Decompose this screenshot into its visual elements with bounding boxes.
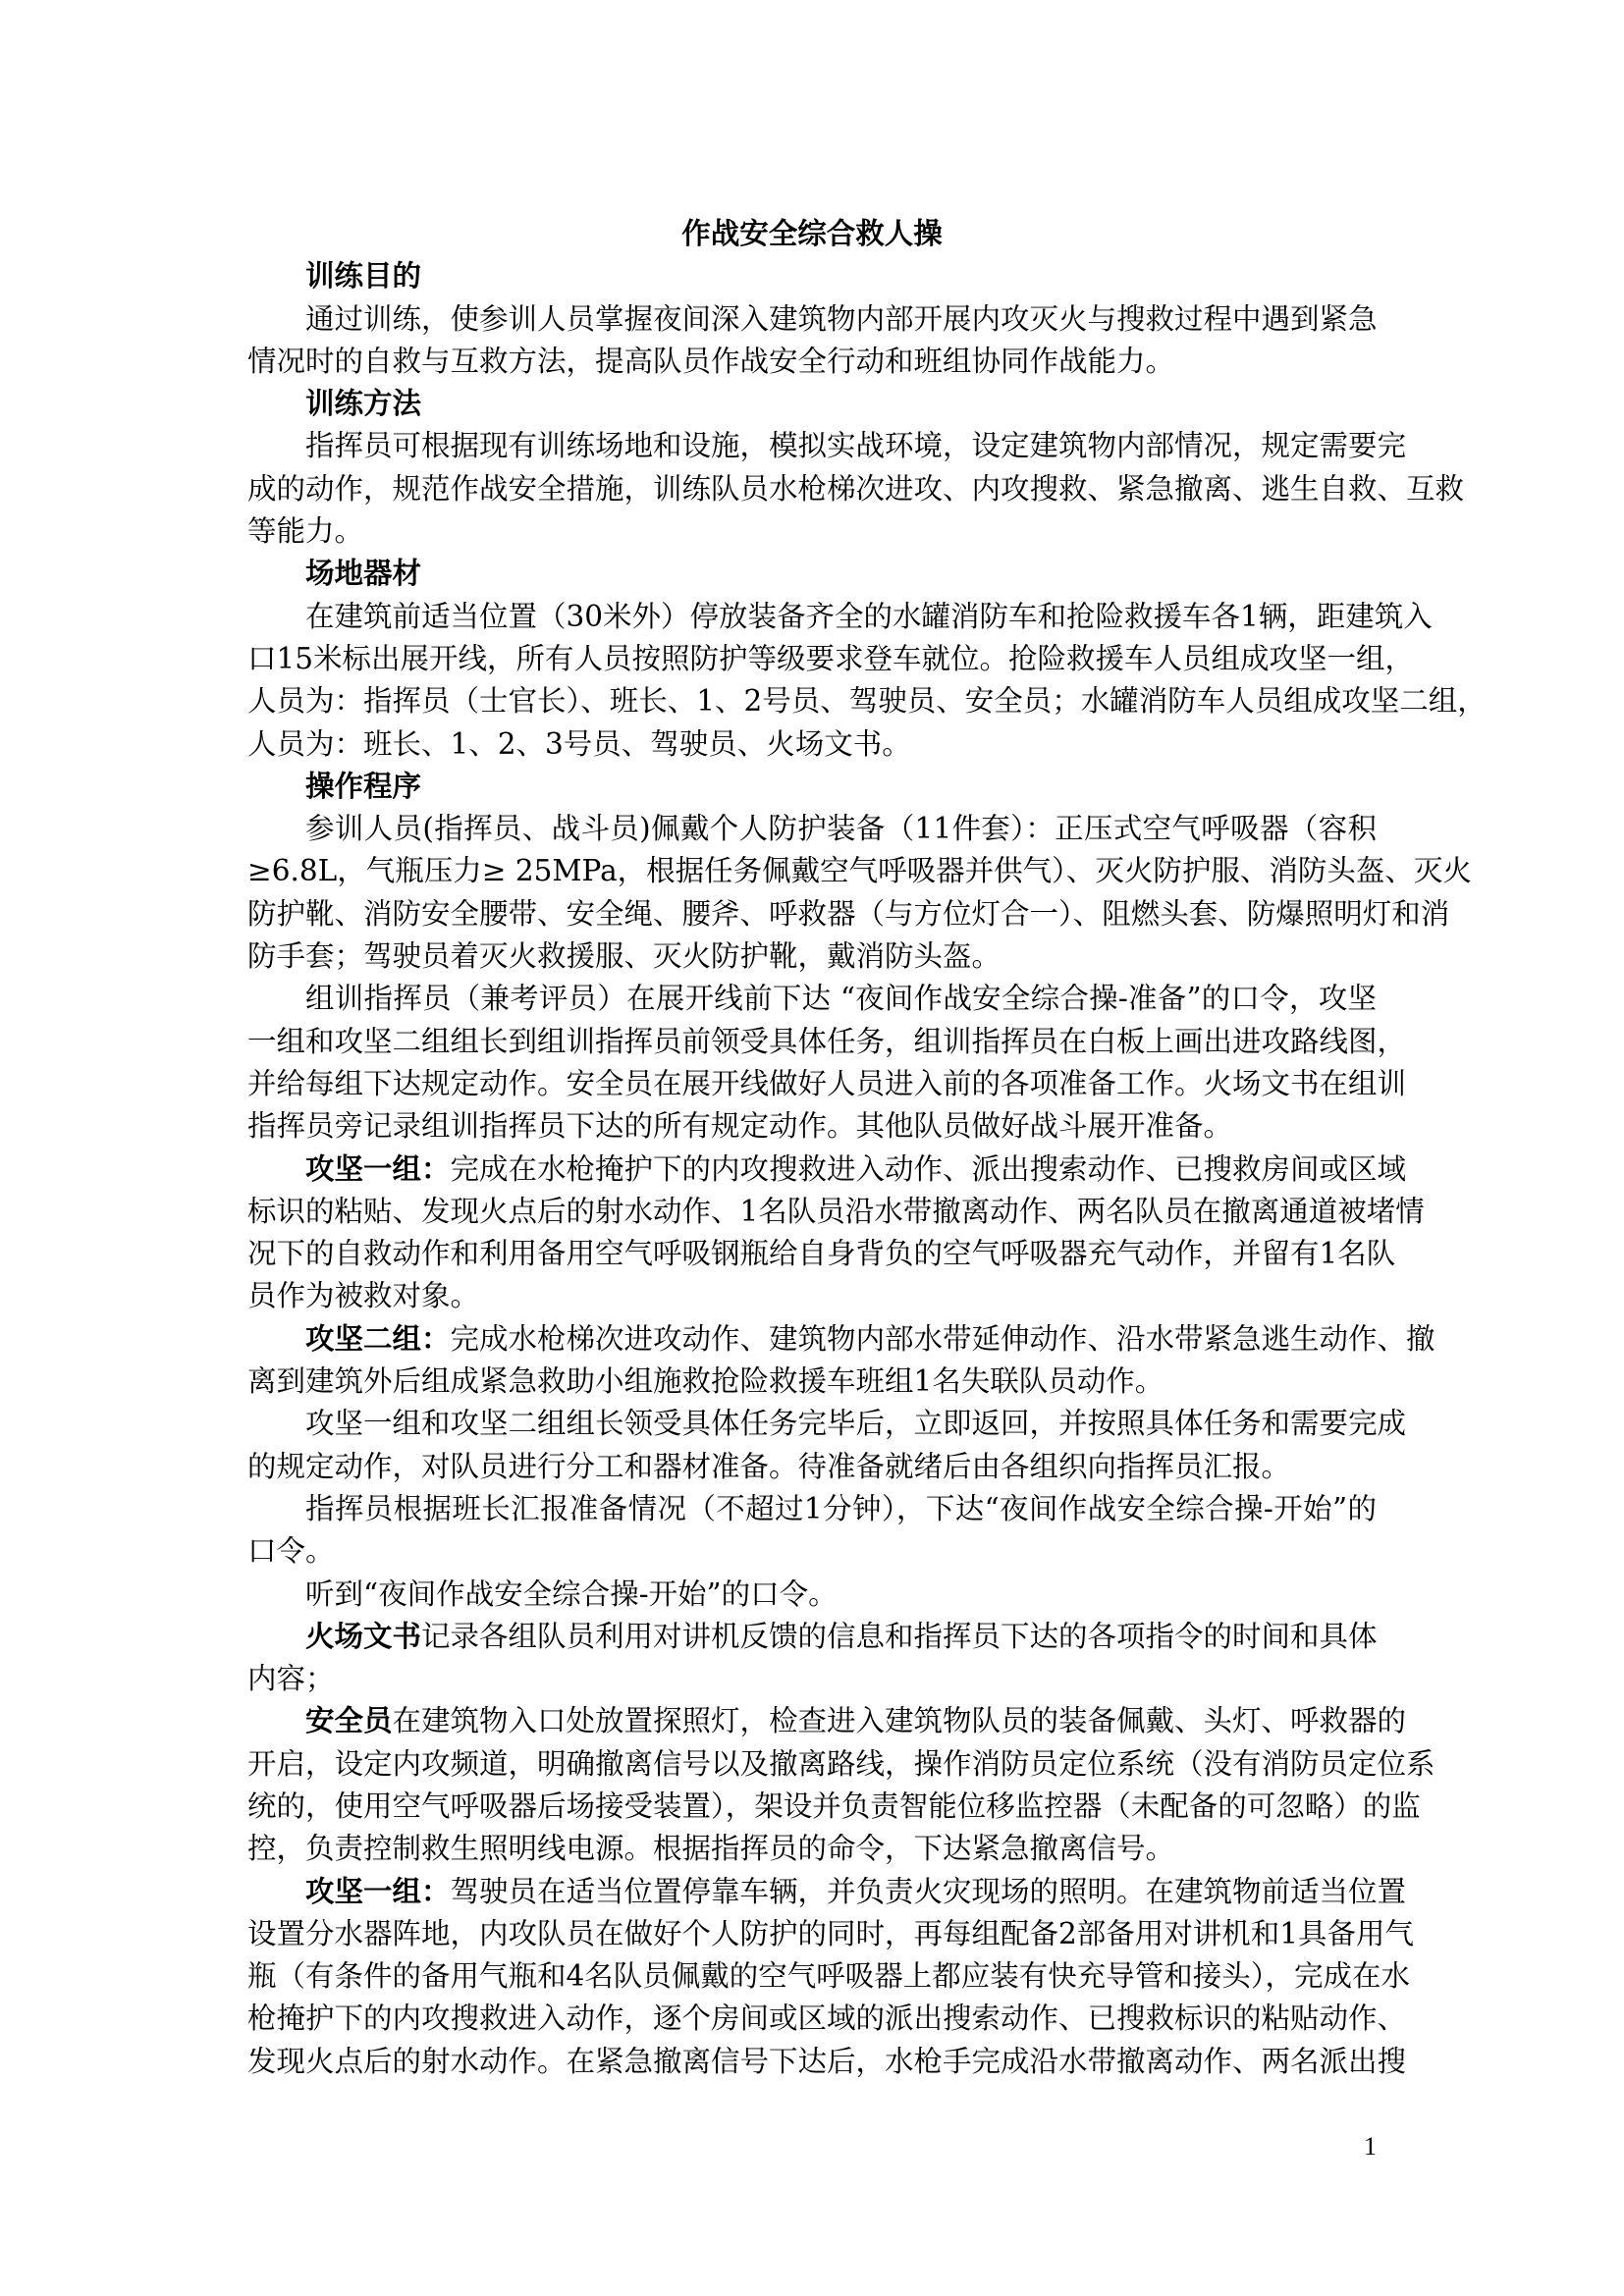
paragraph-line xyxy=(247,1488,1377,1530)
paragraph-line xyxy=(247,723,1377,766)
paragraph-line xyxy=(247,935,1377,978)
paragraph xyxy=(247,596,1487,766)
bold-lead-label: 安全员 xyxy=(305,1704,393,1738)
line-text: 统的，使用空气呼吸器后场接受装置），架设并负责智能位移监控器（未配备的可忽略）的监 xyxy=(247,1789,1421,1823)
line-text: 指挥员可根据现有训练场地和设施，模拟实战环境，设定建筑物内部情况，规定需要完 xyxy=(305,429,1407,463)
paragraph xyxy=(247,1148,1425,1318)
line-text: 开启，设定内攻频道，明确撤离信号以及撤离路线，操作消防员定位系统（没有消防员定位系 xyxy=(247,1746,1435,1781)
line-text: 完成在水枪掩护下的内攻搜救进入动作、派出搜索动作、已搜救房间或区域 xyxy=(450,1151,1407,1186)
paragraph-line xyxy=(247,850,1472,892)
line-text: 人员为：班长、1、2、3号员、驾驶员、火场文书。 xyxy=(247,726,911,761)
line-text: 记录各组队员利用对讲机反馈的信息和指挥员下达的各项指令的时间和具体 xyxy=(421,1619,1378,1653)
paragraph-line xyxy=(247,1786,1421,1828)
line-text: 一组和攻坚二组组长到组训指挥员前领受具体任务，组训指挥员在白板上画出进攻路线图， xyxy=(247,1024,1407,1058)
line-text: 情况时的自救与互救方法，提高队员作战安全行动和班组协同作战能力。 xyxy=(247,344,1175,378)
paragraph xyxy=(247,1616,1377,1701)
paragraph-line xyxy=(247,1361,1377,1403)
paragraph-line xyxy=(247,1955,1411,1998)
document-title: 作战安全综合救人操 xyxy=(681,217,943,250)
page-number: 1 xyxy=(1364,2132,1377,2161)
paragraph xyxy=(247,1403,1407,1488)
paragraph-line xyxy=(247,510,1377,553)
section-heading: 训练方法 xyxy=(305,387,422,421)
paragraph-line xyxy=(247,1403,1407,1445)
paragraph-line xyxy=(247,1616,1377,1658)
line-text: 完成水枪梯次进攻动作、建筑物内部水带延伸动作、沿水带紧急逃生动作、撤 xyxy=(450,1321,1435,1356)
paragraph-line xyxy=(247,425,1407,467)
paragraph-line xyxy=(247,1191,1425,1233)
line-text: 的规定动作，对队员进行分工和器材准备。待准备就绪后由各组织向指挥员汇报。 xyxy=(247,1449,1291,1483)
line-text: 指挥员根据班长汇报准备情况（不超过1分钟），下达“夜间作战安全综合操-开始”的 xyxy=(305,1491,1377,1525)
paragraph-line xyxy=(247,1913,1415,1955)
paragraph-line xyxy=(247,1233,1396,1275)
paragraph xyxy=(247,978,1407,1148)
document-page xyxy=(247,213,1487,2083)
paragraph-line xyxy=(247,341,1377,383)
line-text: 参训人员(指挥员、战斗员)佩戴个人防护装备（11件套）：正压式空气呼吸器（容积 xyxy=(305,812,1377,846)
paragraph-line xyxy=(247,638,1415,680)
line-text: 等能力。 xyxy=(247,514,364,549)
paragraph-line xyxy=(247,1318,1435,1361)
paragraph-line xyxy=(247,1275,1377,1317)
paragraph-line xyxy=(247,298,1377,341)
paragraph xyxy=(247,1318,1435,1404)
section-heading: 场地器材 xyxy=(305,557,422,591)
line-text: 枪掩护下的内攻搜救进入动作，逐个房间或区域的派出搜索动作、已搜救标识的粘贴动作、 xyxy=(247,2002,1407,2036)
line-text: 通过训练，使参训人员掌握夜间深入建筑物内部开展内攻灭火与搜救过程中遇到紧急 xyxy=(305,301,1378,336)
paragraph-line xyxy=(247,1063,1407,1105)
paragraph-line xyxy=(247,1148,1407,1191)
line-text: 驾驶员在适当位置停靠车辆，并负责火灾现场的照明。在建筑物前适当位置 xyxy=(450,1874,1407,1908)
paragraph xyxy=(247,298,1377,384)
bold-lead-label: 攻坚一组： xyxy=(305,1874,451,1908)
line-text: ≥6.8L，气瓶压力≥ 25MPa，根据任务佩戴空气呼吸器并供气）、灭火防护服、消防头盔、灭火 xyxy=(247,854,1472,888)
document-body xyxy=(247,255,1487,2083)
bold-lead-label: 攻坚一组： xyxy=(305,1151,451,1186)
line-text: 瓶（有条件的备用气瓶和4名队员佩戴的空气呼吸器上都应装有快充导管和接头），完成在水 xyxy=(247,1959,1411,1994)
paragraph-line xyxy=(247,1658,1377,1700)
paragraph-line xyxy=(247,1574,1377,1616)
line-text: 在建筑物入口处放置探照灯，检查进入建筑物队员的装备佩戴、头灯、呼救器的 xyxy=(392,1704,1407,1738)
line-text: 指挥员旁记录组训指挥员下达的所有规定动作。其他队员做好战斗展开准备。 xyxy=(247,1109,1233,1144)
line-text: 听到“夜间作战安全综合操-开始”的口令。 xyxy=(305,1576,838,1611)
paragraph-line xyxy=(247,1998,1407,2040)
paragraph-line xyxy=(247,2041,1407,2083)
section-heading: 操作程序 xyxy=(305,769,422,803)
line-text: 人员为：指挥员（士官长）、班长、1、2号员、驾驶员、安全员；水罐消防车人员组成攻坚二组， xyxy=(247,684,1487,719)
line-text: 设置分水器阵地，内攻队员在做好个人防护的同时，再每组配备2部备用对讲机和1具备用气 xyxy=(247,1916,1415,1950)
paragraph-line xyxy=(247,468,1465,510)
paragraph-line xyxy=(247,1700,1407,1742)
paragraph xyxy=(247,1574,1377,1616)
line-text: 组训指挥员（兼考评员）在展开线前下达 “夜间作战安全综合操-准备”的口令，攻坚 xyxy=(305,982,1377,1016)
line-text: 标识的粘贴、发现火点后的射水动作、1名队员沿水带撤离动作、两名队员在撤离通道被堵情 xyxy=(247,1194,1425,1228)
paragraph-line xyxy=(247,808,1377,850)
paragraph-line xyxy=(247,978,1377,1020)
line-text: 员作为被救对象。 xyxy=(247,1279,480,1313)
line-text: 成的动作，规范作战安全措施，训练队员水枪梯次进攻、内攻搜救、紧急撤离、逃生自救、互救 xyxy=(247,471,1465,506)
paragraph-line xyxy=(247,1446,1377,1488)
bold-lead-label: 攻坚二组： xyxy=(305,1321,451,1356)
paragraph-line xyxy=(247,680,1487,722)
line-text: 防护靴、消防安全腰带、安全绳、腰斧、呼救器（与方位灯合一）、阻燃头套、防爆照明灯和消 xyxy=(247,896,1450,931)
paragraph xyxy=(247,425,1465,553)
line-text: 况下的自救动作和利用备用空气呼吸钢瓶给自身背负的空气呼吸器充气动作，并留有1名队 xyxy=(247,1237,1396,1271)
paragraph-line xyxy=(247,893,1450,935)
line-text: 口15米标出展开线，所有人员按照防护等级要求登车就位。抢险救援车人员组成攻坚一组， xyxy=(247,641,1415,675)
paragraph-line xyxy=(247,1743,1435,1786)
paragraph xyxy=(247,1488,1377,1574)
line-text: 防手套；驾驶员着灭火救援服、灭火防护靴，戴消防头盔。 xyxy=(247,939,1001,974)
line-text: 发现火点后的射水动作。在紧急撤离信号下达后，水枪手完成沿水带撤离动作、两名派出搜 xyxy=(247,2044,1407,2078)
line-text: 在建筑前适当位置（30米外）停放装备齐全的水罐消防车和抢险救援车各1辆，距建筑入 xyxy=(305,599,1433,633)
line-text: 控，负责控制救生照明线电源。根据指挥员的命令，下达紧急撤离信号。 xyxy=(247,1832,1175,1866)
paragraph-line xyxy=(247,596,1433,638)
bold-lead-label: 火场文书 xyxy=(305,1619,422,1653)
paragraph-line xyxy=(247,1530,1377,1573)
paragraph-line xyxy=(247,1105,1377,1148)
line-text: 并给每组下达规定动作。安全员在展开线做好人员进入前的各项准备工作。火场文书在组训 xyxy=(247,1066,1407,1100)
paragraph-line xyxy=(247,1828,1377,1870)
paragraph xyxy=(247,1700,1435,1870)
line-text: 离到建筑外后组成紧急救助小组施救抢险救援车班组1名失联队员动作。 xyxy=(247,1364,1164,1399)
paragraph xyxy=(247,1871,1415,2083)
line-text: 口令。 xyxy=(247,1534,335,1569)
line-text: 内容； xyxy=(247,1662,335,1696)
paragraph-line xyxy=(247,1021,1407,1063)
paragraph xyxy=(247,808,1472,978)
line-text: 攻坚一组和攻坚二组组长领受具体任务完毕后，立即返回，并按照具体任务和需要完成 xyxy=(305,1407,1407,1441)
paragraph-line xyxy=(247,1871,1407,1913)
section-heading: 训练目的 xyxy=(305,259,422,294)
